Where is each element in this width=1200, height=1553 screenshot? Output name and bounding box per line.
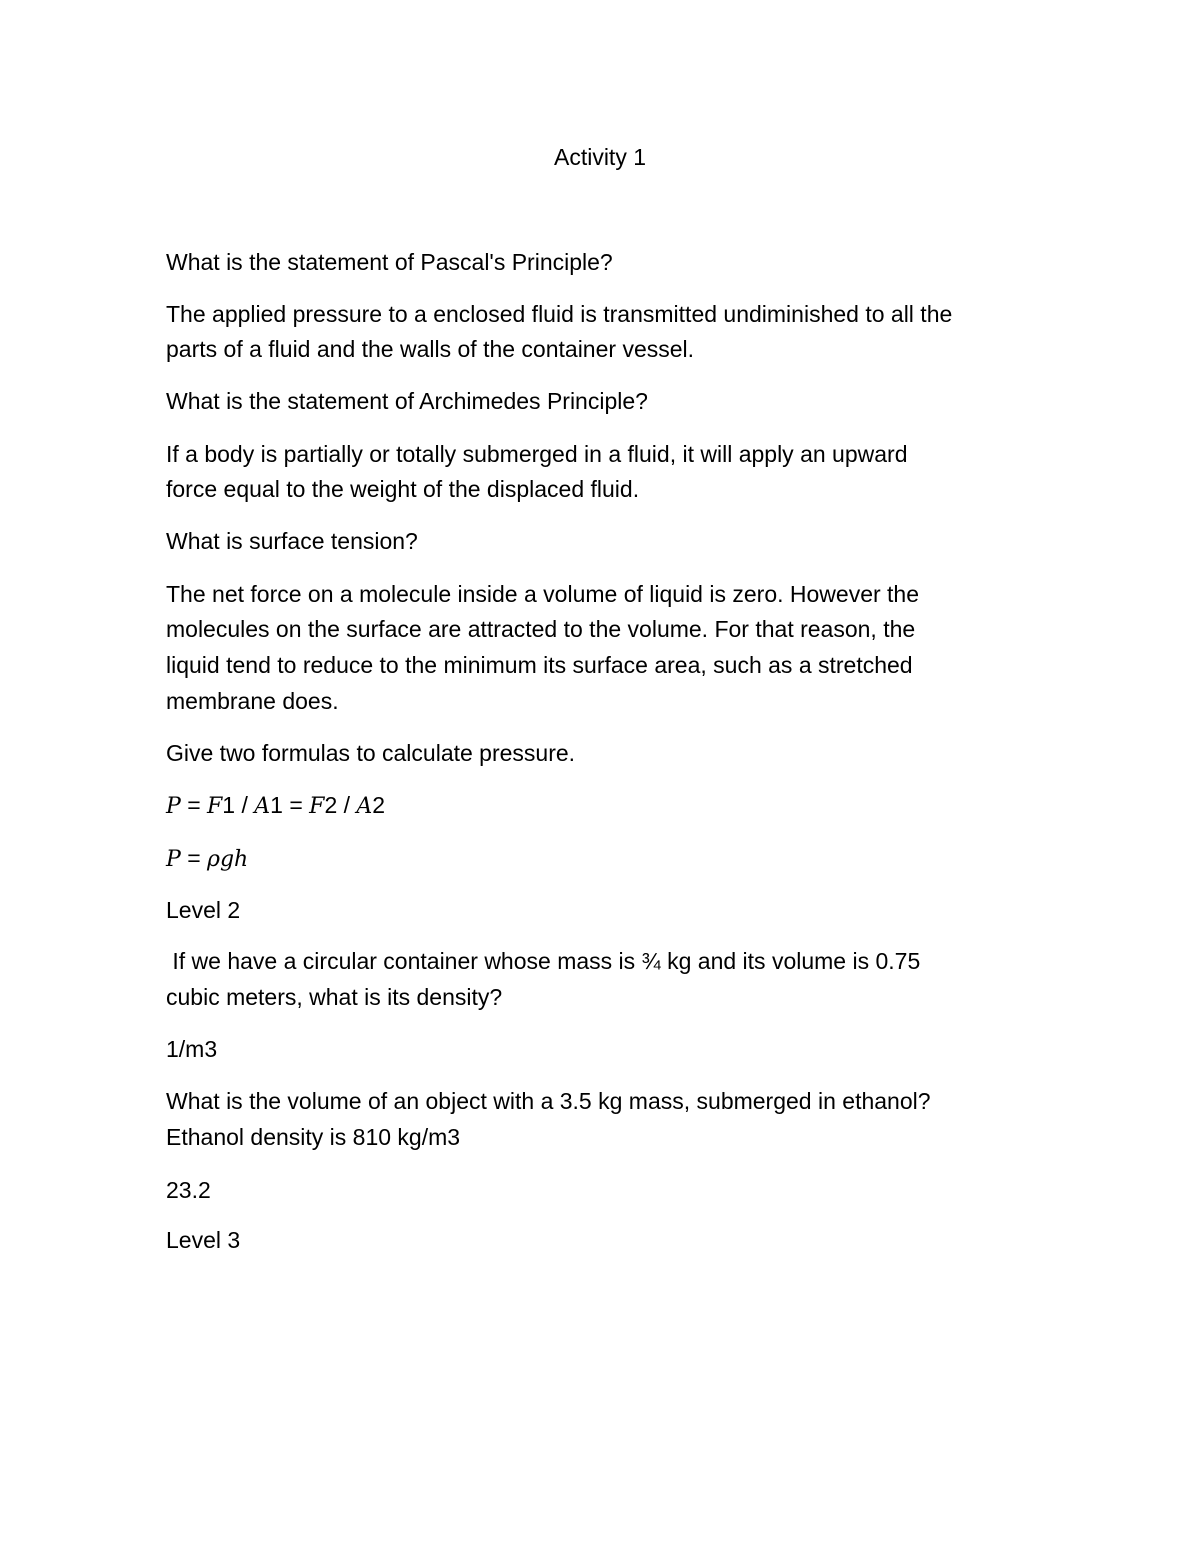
question-pascal: What is the statement of Pascal's Principle? (166, 249, 613, 275)
formula-symbol: P (166, 794, 181, 819)
level-3-heading: Level 3 (166, 1227, 241, 1253)
formula-pressure-1 (166, 787, 385, 825)
answer-surface-tension-line-4: membrane does. (166, 688, 339, 714)
formula-operator: / (235, 792, 255, 818)
formula-operator: = (180, 845, 208, 871)
answer-surface-tension-line-1: The net force on a molecule inside a volume of liquid is zero. However the (166, 581, 920, 607)
question-volume-line-2: Ethanol density is 810 kg/m3 (166, 1124, 461, 1150)
question-pressure-formulas: Give two formulas to calculate pressure. (166, 740, 576, 766)
answer-archimedes-line-1: If a body is partially or totally submerged in a fluid, it will apply an upward (166, 441, 908, 467)
formula-symbol: P (166, 847, 181, 872)
formula-operator: = (282, 792, 310, 818)
answer-pascal-line-1: The applied pressure to a enclosed fluid is transmitted undiminished to all the (166, 301, 953, 327)
answer-surface-tension-line-3: liquid tend to reduce to the minimum its surface area, such as a stretched (166, 652, 913, 678)
formula-symbol: F (207, 794, 223, 819)
document-title: Activity 1 (553, 144, 647, 170)
answer-pascal-line-2: parts of a fluid and the walls of the container vessel. (166, 336, 695, 362)
formula-operator: = (180, 792, 208, 818)
formula-pressure-2 (166, 840, 248, 878)
answer-density: 1/m3 (166, 1036, 218, 1062)
level-2-heading: Level 2 (166, 897, 241, 923)
formula-operator: / (337, 792, 357, 818)
answer-archimedes-line-2: force equal to the weight of the displaced fluid. (166, 476, 640, 502)
formula-symbol: A (356, 794, 373, 819)
question-archimedes: What is the statement of Archimedes Principle? (166, 388, 648, 414)
formula-symbol: F (309, 794, 325, 819)
question-density-line-2: cubic meters, what is its density? (166, 984, 503, 1010)
question-surface-tension: What is surface tension? (166, 528, 418, 554)
formula-subscript: 1 (270, 792, 283, 818)
question-density-line-1: If we have a circular container whose mass is ¾ kg and its volume is 0.75 (166, 948, 921, 974)
formula-rhs: ρgh (207, 847, 249, 872)
answer-volume: 23.2 (166, 1177, 211, 1203)
formula-subscript: 1 (222, 792, 236, 818)
formula-subscript: 2 (372, 792, 386, 818)
question-volume-line-1: What is the volume of an object with a 3.5 kg mass, submerged in ethanol? (166, 1088, 931, 1114)
formula-subscript: 2 (324, 792, 338, 818)
formula-symbol: A (254, 794, 271, 819)
answer-surface-tension-line-2: molecules on the surface are attracted to the volume. For that reason, the (166, 616, 916, 642)
